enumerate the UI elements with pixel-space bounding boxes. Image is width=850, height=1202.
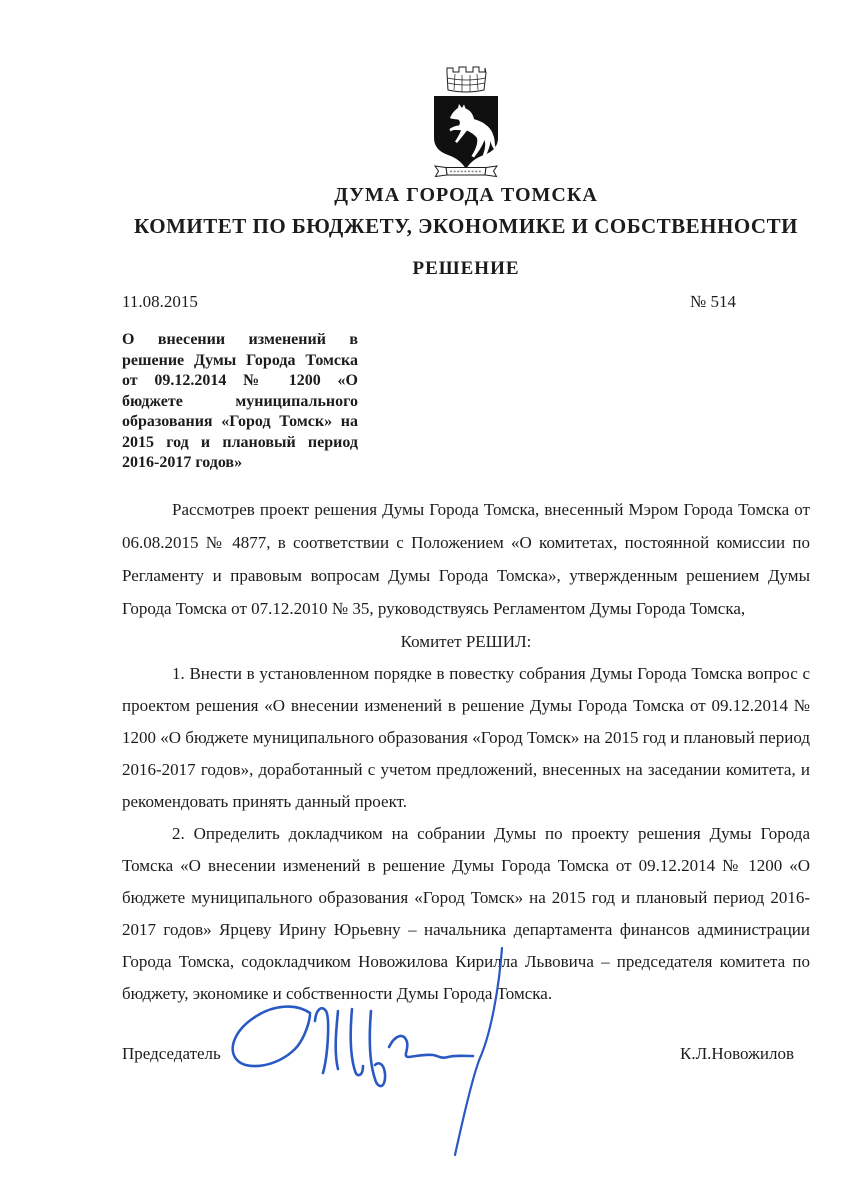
tomsk-coat-of-arms-icon (424, 66, 508, 178)
document-number: № 514 (690, 292, 736, 311)
document-content (122, 66, 810, 1010)
resolved-heading: Комитет РЕШИЛ: (400, 631, 532, 651)
signer-role: Председатель (122, 1044, 221, 1063)
document-date: 11.08.2015 (122, 292, 198, 311)
organization-title: ДУМА ГОРОДА ТОМСКА (334, 184, 598, 206)
intro-paragraph: Рассмотрев проект решения Думы Города Томска, внесенный Мэром Города Томска от 06.08.2015 № 4877, в соответствии с Положением «О комитетах, постоянной комиссии по Регламенту и правовым вопросам Думы Города Томска», утвержденным решением Думы Города Томска от 07.12.2010 № 35, руководствуясь Регламентом Думы Города Томска, (122, 499, 810, 618)
crown-icon (447, 67, 486, 92)
motto-ribbon-icon (435, 166, 497, 177)
meta-row (122, 292, 810, 312)
document-type-heading: РЕШЕНИЕ (412, 258, 520, 279)
committee-title: КОМИТЕТ ПО БЮДЖЕТУ, ЭКОНОМИКЕ И СОБСТВЕННОСТИ (134, 214, 798, 238)
subject-block: О внесении изменений в решение Думы Города Томска от 09.12.2014 № 1200 «О бюджете муниципального образования «Город Томск» на 2015 год и плановый период 2016-2017 годов» (122, 331, 358, 471)
signer-name: К.Л.Новожилов (680, 1044, 794, 1063)
resolution-item-1: 1. Внести в установленном порядке в повестку собрания Думы Города Томска вопрос с проектом решения «О внесении изменений в решение Думы Города Томска от 09.12.2014 № 1200 «О бюджете муниципального образования «Город Томск» на 2015 год и плановый период 2016-2017 годов», доработанный с учетом предложений, внесенных на заседании комитета, и рекомендовать принять данный проект. (122, 663, 810, 811)
resolution-item-2: 2. Определить докладчиком на собрании Думы по проекту решения Думы Города Томска «О внесении изменений в решение Думы Города Томска от 09.12.2014 № 1200 «О бюджете муниципального образования «Город Томск» на 2015 год и плановый период 2016-2017 годов» Ярцеву Ирину Юрьевну – начальника департамента финансов администрации Города Томска, содокладчиком Новожилова Кирилла Львовича – председателя комитета по бюджету, экономике и собственности Думы Города Томска. (122, 823, 810, 1003)
